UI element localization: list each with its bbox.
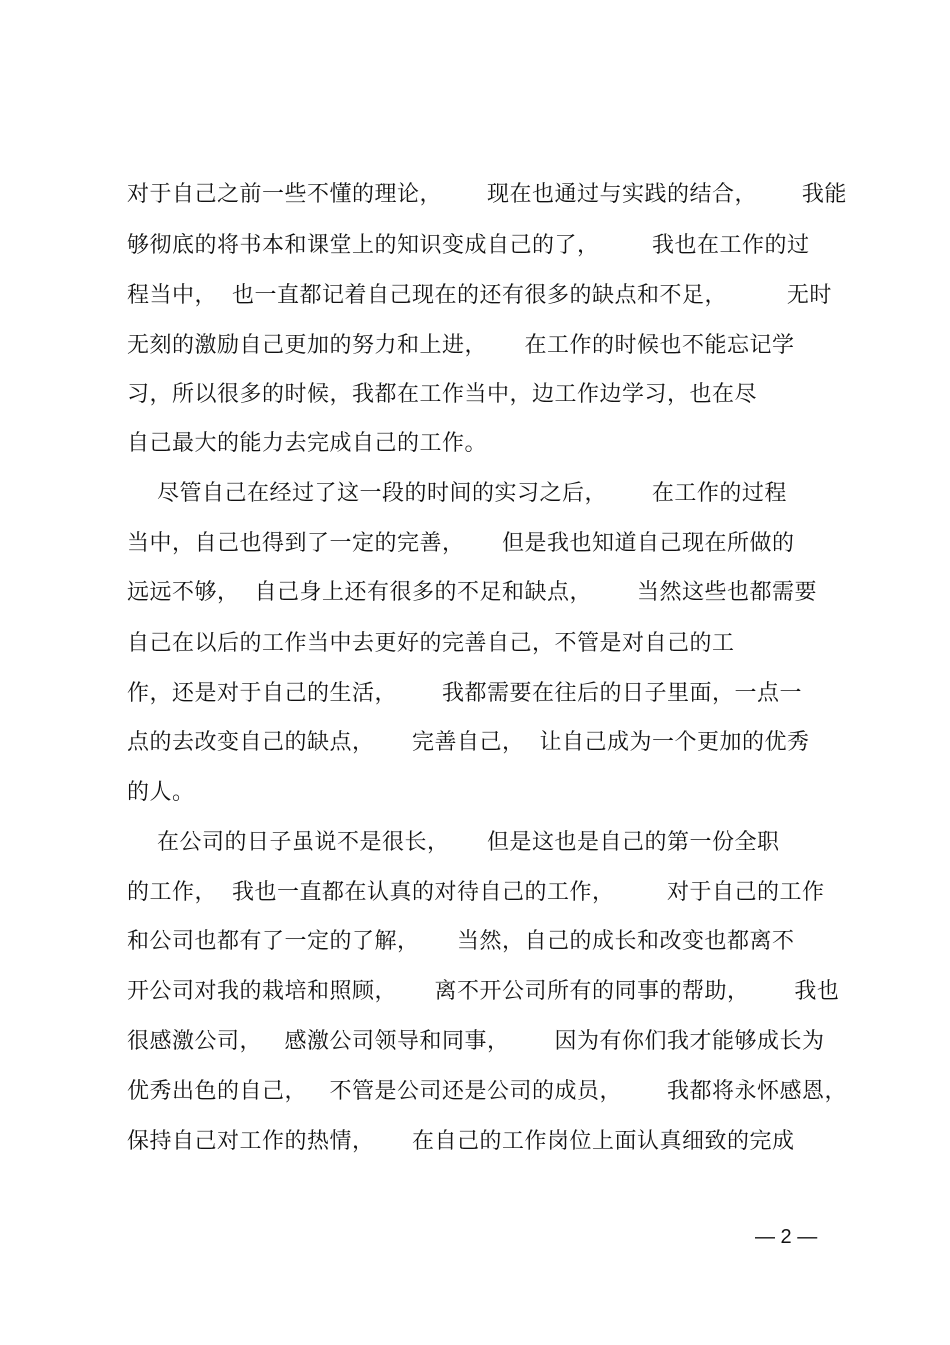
text-line: 自己在以后的工作当中去更好的完善自己，不管是对自己的工 [127,631,735,656]
text-line: 习，所以很多的时候，我都在工作当中，边工作边学习，也在尽 [127,382,758,407]
text-line: 保持自己对工作的热情， 在自己的工作岗位上面认真细致的完成 [127,1129,795,1154]
text-line: 很感激公司， 感激公司领导和同事， 因为有你们我才能够成长为 [127,1029,825,1054]
text-line: 远远不够， 自己身上还有很多的不足和缺点， 当然这些也都需要 [127,580,817,605]
text-line: 无刻的激励自己更加的努力和上进， 在工作的时候也不能忘记学 [127,333,795,358]
text-line: 点的去改变自己的缺点， 完善自己， 让自己成为一个更加的优秀 [127,730,810,755]
page-number: — 2 — [755,1226,818,1248]
text-line: 的人。 [127,780,195,805]
text-line: 当中，自己也得到了一定的完善， 但是我也知道自己现在所做的 [127,531,795,556]
text-line: 作，还是对于自己的生活， 我都需要在往后的日子里面，一点一 [127,681,802,706]
text-line: 自己最大的能力去完成自己的工作。 [127,431,488,456]
text-line: 程当中， 也一直都记着自己现在的还有很多的缺点和不足， 无时 [127,283,832,308]
text-line: 开公司对我的栽培和照顾， 离不开公司所有的同事的帮助， 我也 [127,979,840,1004]
paragraph-start-line: 尽管自己在经过了这一段的时间的实习之后， 在工作的过程 [127,481,787,506]
text-line: 对于自己之前一些不懂的理论， 现在也通过与实践的结合， 我能 [127,182,847,207]
paragraph-start-line: 在公司的日子虽说不是很长， 但是这也是自己的第一份全职 [127,830,780,855]
text-line: 优秀出色的自己， 不管是公司还是公司的成员， 我都将永怀感恩， [127,1079,847,1104]
text-line: 的工作， 我也一直都在认真的对待自己的工作， 对于自己的工作 [127,880,825,905]
text-line: 和公司也都有了一定的了解， 当然，自己的成长和改变也都离不 [127,929,795,954]
text-line: 够彻底的将书本和课堂上的知识变成自己的了， 我也在工作的过 [127,233,810,258]
